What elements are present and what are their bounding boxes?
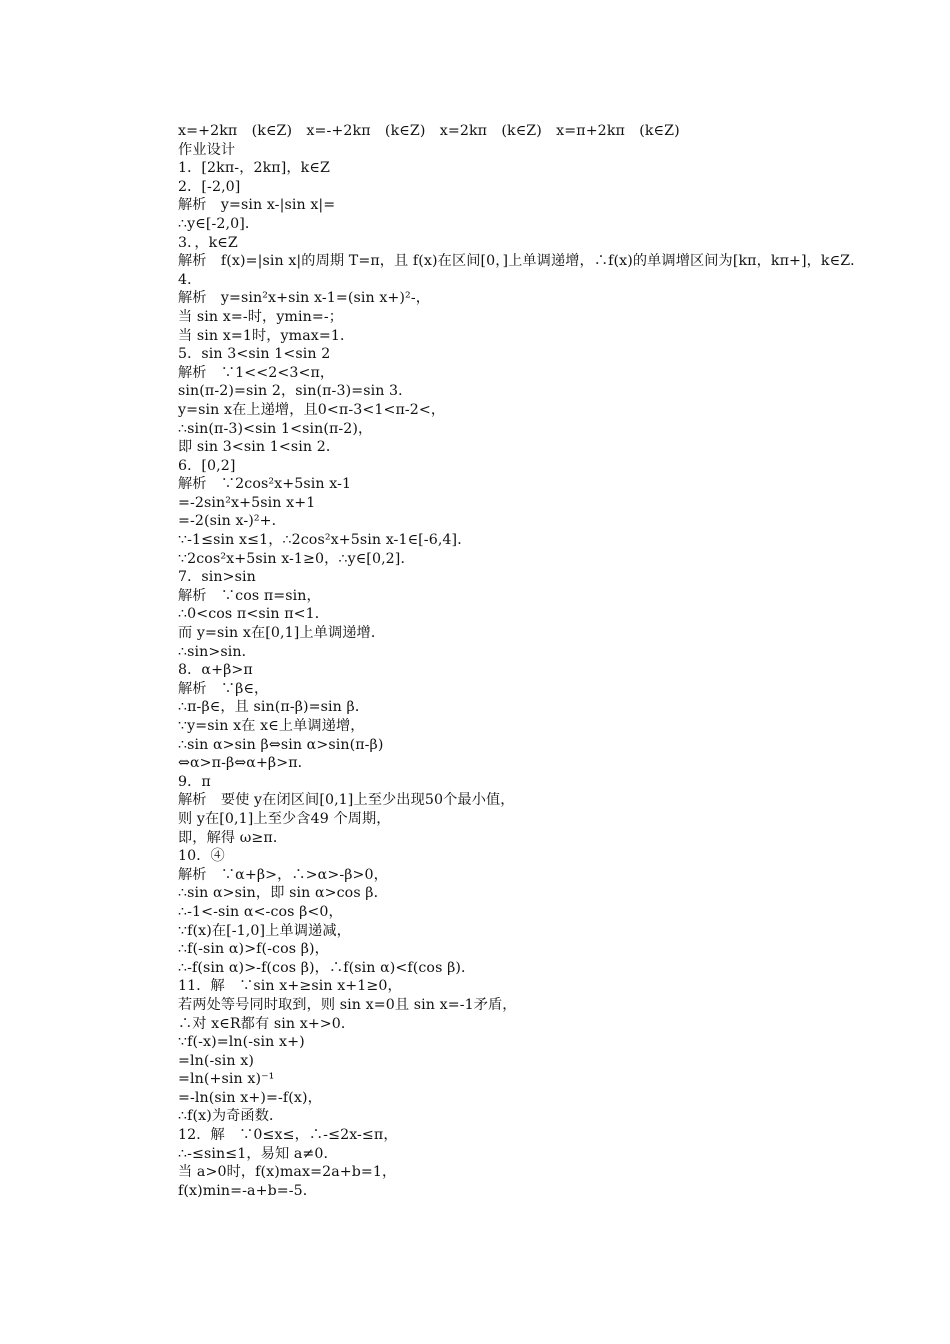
solution-line: ∴sin α>sin β⇔sin α>sin(π-β) (178, 736, 384, 753)
answer-line: x=+2kπ (k∈Z) x=-+2kπ (k∈Z) x=2kπ (k∈Z) x=π+2kπ (k∈Z) (178, 123, 680, 139)
answer-line: 2．[-2,0] (178, 178, 241, 195)
solution-line: ∴对 x∈R都有 sin x+>0． (178, 1015, 356, 1032)
solution-line: ∴0<cos π<sin π<1． (178, 606, 330, 623)
solution-line: 解析 ∵1<<2<3<π， (178, 364, 335, 381)
solution-line: ∴-≤sin≤1，易知 a≠0． (178, 1145, 338, 1162)
solution-line: ∴sin α>sin，即 sin α>cos β． (178, 885, 388, 902)
solution-line: sin(π-2)=sin 2，sin(π-3)=sin 3． (178, 383, 413, 400)
solution-line: ∴f(-sin α)>f(-cos β)， (178, 941, 329, 958)
solution-line: 解析 要使 y在闭区间[0,1]上至少出现50个最小值， (178, 792, 515, 809)
solution-line: 即 sin 3<sin 1<sin 2． (178, 439, 341, 456)
solution-line: ∴sin>sin． (178, 643, 256, 660)
solution-line: 解析 ∵α+β>，∴>α>-β>0， (178, 866, 388, 883)
solution-line: ∴-f(sin α)>-f(cos β)，∴f(sin α)<f(cos β)． (178, 959, 476, 976)
solution-line: =ln(+sin x)⁻¹ (178, 1071, 275, 1088)
section-heading: 作业设计 (178, 141, 236, 158)
solution-line: 即，解得 ω≥π． (178, 829, 288, 846)
answer-line: 4． (178, 271, 202, 288)
solution-line: 当 sin x=1时，ymax=1． (178, 327, 355, 344)
solution-line: ∵-1≤sin x≤1，∴2cos²x+5sin x-1∈[-6,4]． (178, 532, 472, 549)
answer-line: 6．[0,2] (178, 457, 236, 474)
document-body (178, 122, 878, 1200)
solution-line: ∵2cos²x+5sin x-1≥0，∴y∈[0,2]． (178, 550, 415, 567)
solution-line: ∴sin(π-3)<sin 1<sin(π-2)， (178, 420, 373, 437)
solution-line: 解析 ∵2cos²x+5sin x-1 (178, 476, 352, 493)
solution-line: 解析 ∵cos π=sin， (178, 587, 321, 604)
answer-line: 11．解 ∵sin x+≥sin x+1≥0， (178, 978, 402, 995)
answer-line: 5．sin 3<sin 1<sin 2 (178, 346, 331, 363)
solution-line: ∵f(x)在[-1,0]上单调递减， (178, 922, 351, 939)
solution-line: =-2(sin x-)²+． (178, 513, 286, 530)
solution-line: 而 y=sin x在[0,1]上单调递增． (178, 625, 386, 642)
solution-line: ⇔α>π-β⇔α+β>π． (178, 755, 312, 772)
answer-line: 10．④ (178, 848, 225, 865)
solution-paragraph: 解析 f(x)=|sin x|的周期 T=π，且 f(x)在区间[0，]上单调递增，∴f(x)的单调增区间为[kπ，kπ+]，k∈Z． (178, 253, 865, 270)
solution-line: 当 sin x=-时，ymin=-； (178, 308, 344, 325)
solution-line: ∴f(x)为奇函数． (178, 1108, 284, 1125)
solution-line: 当 a>0时，f(x)max=2a+b=1， (178, 1164, 397, 1181)
answer-line: 3．，k∈Z (178, 234, 238, 251)
solution-line: ∴-1<-sin α<-cos β<0， (178, 903, 343, 920)
solution-line: ∵f(-x)=ln(-sin x+) (178, 1034, 305, 1051)
solution-line: ∴y∈[-2,0]． (178, 215, 260, 232)
solution-line: ∵y=sin x在 x∈上单调递增， (178, 718, 365, 734)
solution-line: y=sin x在上递增，且0<π-3<1<π-2<， (178, 401, 446, 418)
solution-line: =-ln(sin x+)=-f(x)， (178, 1089, 322, 1106)
answer-line: 12．解 ∵0≤x≤，∴-≤2x-≤π， (178, 1127, 398, 1144)
solution-line: ∴π-β∈，且 sin(π-β)=sin β． (178, 699, 370, 716)
solution-line: 解析 y=sin x-|sin x|= (178, 197, 336, 214)
solution-line: 则 y在[0,1]上至少含49 个周期， (178, 810, 391, 827)
answer-line: 1．[2kπ-，2kπ]，k∈Z (178, 160, 330, 177)
solution-line: 解析 ∵β∈， (178, 680, 269, 697)
answer-line: 8．α+β>π (178, 662, 253, 679)
answer-line: 9．π (178, 773, 211, 790)
solution-line: =ln(-sin x) (178, 1052, 254, 1069)
solution-line: 若两处等号同时取到，则 sin x=0且 sin x=-1矛盾， (178, 996, 517, 1013)
solution-line: 解析 y=sin²x+sin x-1=(sin x+)²-， (178, 290, 431, 307)
solution-line: =-2sin²x+5sin x+1 (178, 494, 316, 511)
solution-line: f(x)min=-a+b=-5． (178, 1182, 318, 1199)
answer-line: 7．sin>sin (178, 569, 256, 586)
